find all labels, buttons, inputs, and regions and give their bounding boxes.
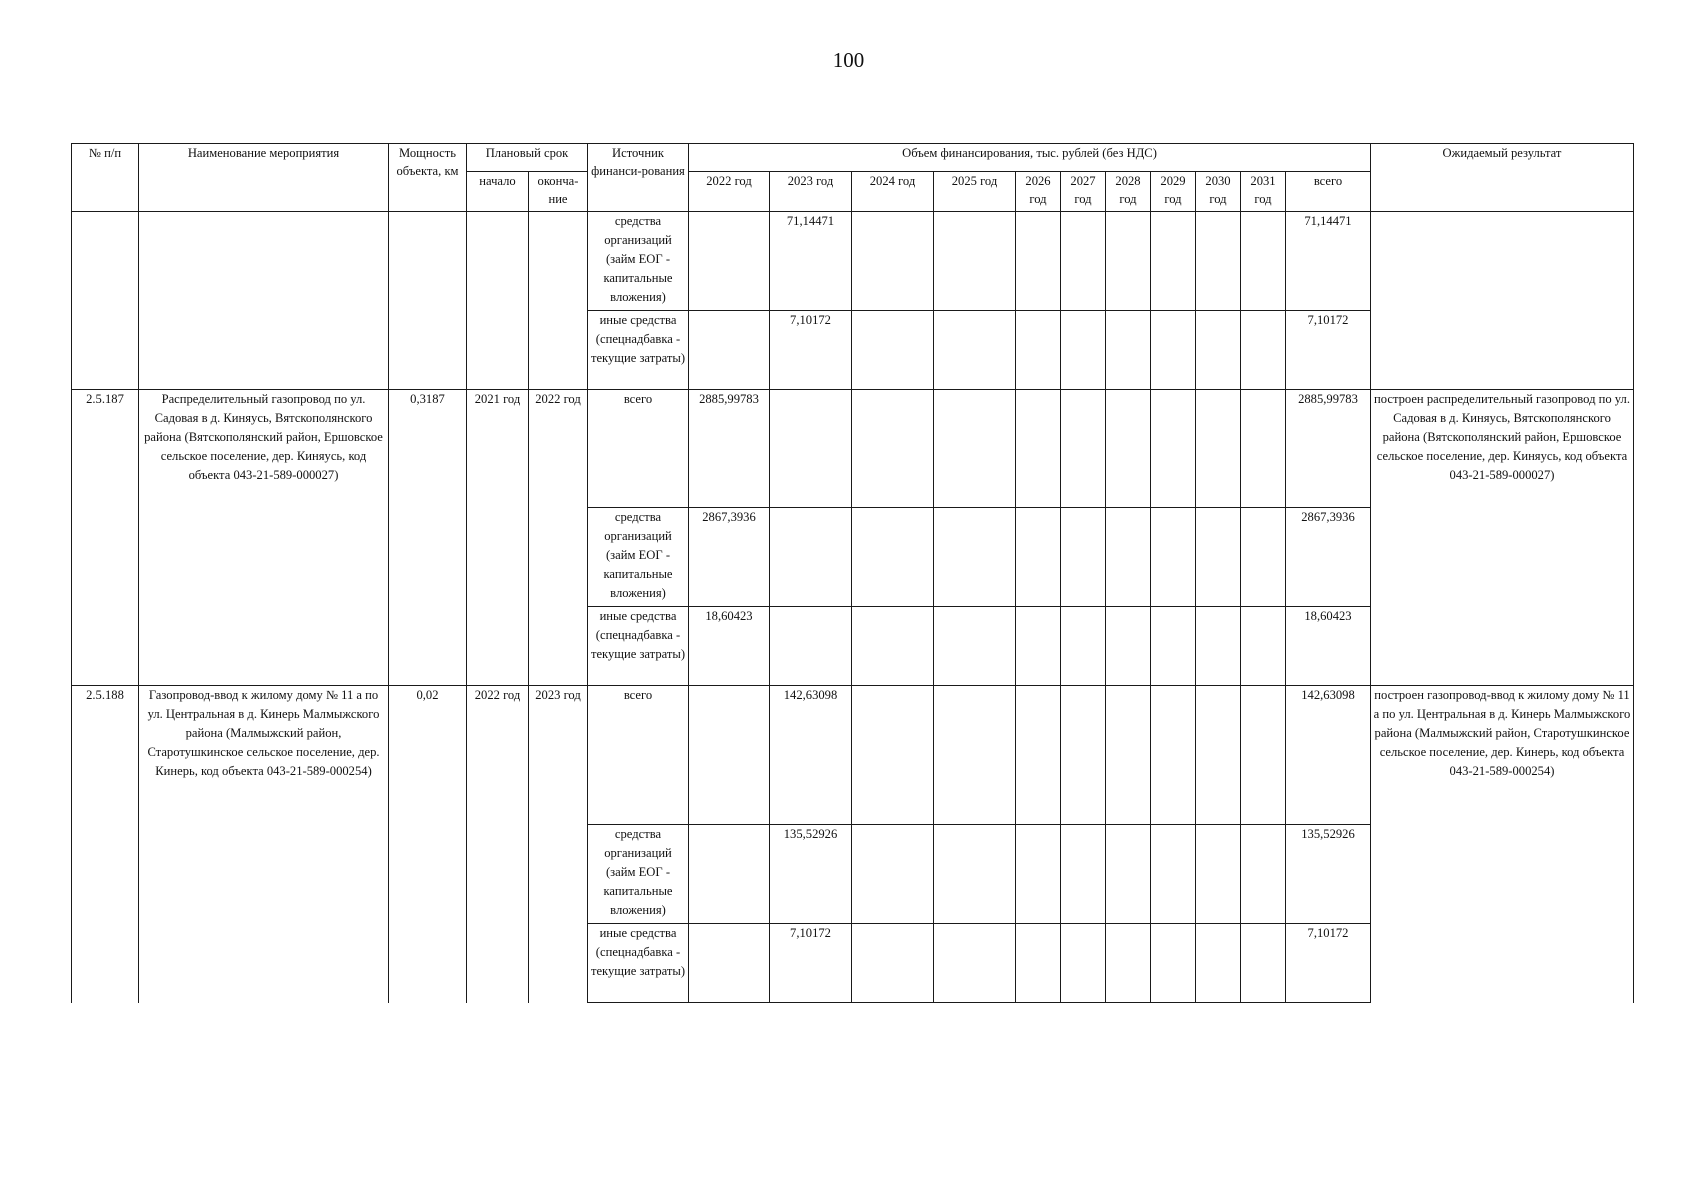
cell-result: построен распределительный газопровод по ул. Садовая в д. Киняусь, Вятскополянского района (Вятскополянский район, Ершовское сельское поселение, дер. Киняусь, код объекта 043-21-589-000027) — [1371, 390, 1634, 686]
cell-total: 71,14471 — [1286, 212, 1371, 311]
cell-2023: 135,52926 — [770, 825, 852, 924]
cell-start: 2022 год — [467, 686, 529, 1003]
cell-end — [529, 212, 588, 390]
header-source: Источник финанси-рования — [588, 144, 689, 212]
cell-source: средства организаций (займ ЕОГ - капитальные вложения) — [588, 508, 689, 607]
cell-total: 7,10172 — [1286, 924, 1371, 1003]
header-year-2029: 2029 год — [1151, 172, 1196, 212]
cell-end: 2022 год — [529, 390, 588, 686]
header-name: Наименование мероприятия — [139, 144, 389, 212]
cell-source: всего — [588, 686, 689, 825]
header-year-2025: 2025 год — [934, 172, 1016, 212]
cell-2023: 71,14471 — [770, 212, 852, 311]
cell-num: 2.5.187 — [72, 390, 139, 686]
page-number: 100 — [832, 48, 865, 72]
cell-source: средства организаций (займ ЕОГ - капитальные вложения) — [588, 212, 689, 311]
header-result: Ожидаемый результат — [1371, 144, 1634, 212]
header-year-2030: 2030 год — [1196, 172, 1241, 212]
cell-2022 — [689, 924, 770, 1003]
cell-source: всего — [588, 390, 689, 508]
cell-total: 135,52926 — [1286, 825, 1371, 924]
header-num: № п/п — [72, 144, 139, 212]
cell-name — [139, 212, 389, 390]
cell-result: построен газопровод-ввод к жилому дому № 11 а по ул. Центральная в д. Кинерь Малмыжского района (Малмыжский район, Старотушкинское сельское поселение, дер. Кинерь, код объекта 043-21-589-000254) — [1371, 686, 1634, 1003]
header-year-2028: 2028 год — [1106, 172, 1151, 212]
header-year-2026: 2026 год — [1016, 172, 1061, 212]
cell-source: средства организаций (займ ЕОГ - капитальные вложения) — [588, 825, 689, 924]
table-row — [72, 686, 1634, 825]
cell-source: иные средства (спецнадбавка - текущие затраты) — [588, 607, 689, 686]
cell-num — [72, 212, 139, 390]
header-year-2027: 2027 год — [1061, 172, 1106, 212]
cell-source: иные средства (спецнадбавка - текущие затраты) — [588, 311, 689, 390]
cell-2022: 2867,3936 — [689, 508, 770, 607]
cell-2022 — [689, 686, 770, 825]
cell-capacity: 0,02 — [389, 686, 467, 1003]
cell-2023 — [770, 508, 852, 607]
table-row — [72, 390, 1634, 508]
cell-end: 2023 год — [529, 686, 588, 1003]
cell-2023 — [770, 607, 852, 686]
cell-2022 — [689, 311, 770, 390]
financing-table — [71, 143, 1634, 1003]
header-year-2024: 2024 год — [852, 172, 934, 212]
header-end: оконча-ние — [529, 172, 588, 212]
cell-2022: 2885,99783 — [689, 390, 770, 508]
cell-total: 2885,99783 — [1286, 390, 1371, 508]
cell-source: иные средства (спецнадбавка - текущие затраты) — [588, 924, 689, 1003]
cell-name: Газопровод-ввод к жилому дому № 11 а по ул. Центральная в д. Кинерь Малмыжского района (Малмыжский район, Старотушкинское сельское поселение, дер. Кинерь, код объекта 043-21-589-000254) — [139, 686, 389, 1003]
cell-capacity: 0,3187 — [389, 390, 467, 686]
cell-start — [467, 212, 529, 390]
cell-2022: 18,60423 — [689, 607, 770, 686]
cell-capacity — [389, 212, 467, 390]
cell-total: 142,63098 — [1286, 686, 1371, 825]
cell-total: 18,60423 — [1286, 607, 1371, 686]
cell-total: 2867,3936 — [1286, 508, 1371, 607]
cell-2022 — [689, 212, 770, 311]
cell-total: 7,10172 — [1286, 311, 1371, 390]
cell-2023 — [770, 390, 852, 508]
table-row — [72, 212, 1634, 311]
cell-2022 — [689, 825, 770, 924]
header-row-1 — [72, 144, 1634, 172]
cell-2023: 142,63098 — [770, 686, 852, 825]
cell-num: 2.5.188 — [72, 686, 139, 1003]
cell-2023: 7,10172 — [770, 311, 852, 390]
header-year-2023: 2023 год — [770, 172, 852, 212]
header-start: начало — [467, 172, 529, 212]
cell-start: 2021 год — [467, 390, 529, 686]
header-capacity: Мощность объекта, км — [389, 144, 467, 212]
header-funding: Объем финансирования, тыс. рублей (без НДС) — [689, 144, 1371, 172]
header-year-2031: 2031 год — [1241, 172, 1286, 212]
header-total: всего — [1286, 172, 1371, 212]
cell-result — [1371, 212, 1634, 390]
cell-2023: 7,10172 — [770, 924, 852, 1003]
header-plan-term: Плановый срок — [467, 144, 588, 172]
header-year-2022: 2022 год — [689, 172, 770, 212]
cell-name: Распределительный газопровод по ул. Садовая в д. Киняусь, Вятскополянского района (Вятскополянский район, Ершовское сельское поселение, дер. Киняусь, код объекта 043-21-589-000027) — [139, 390, 389, 686]
